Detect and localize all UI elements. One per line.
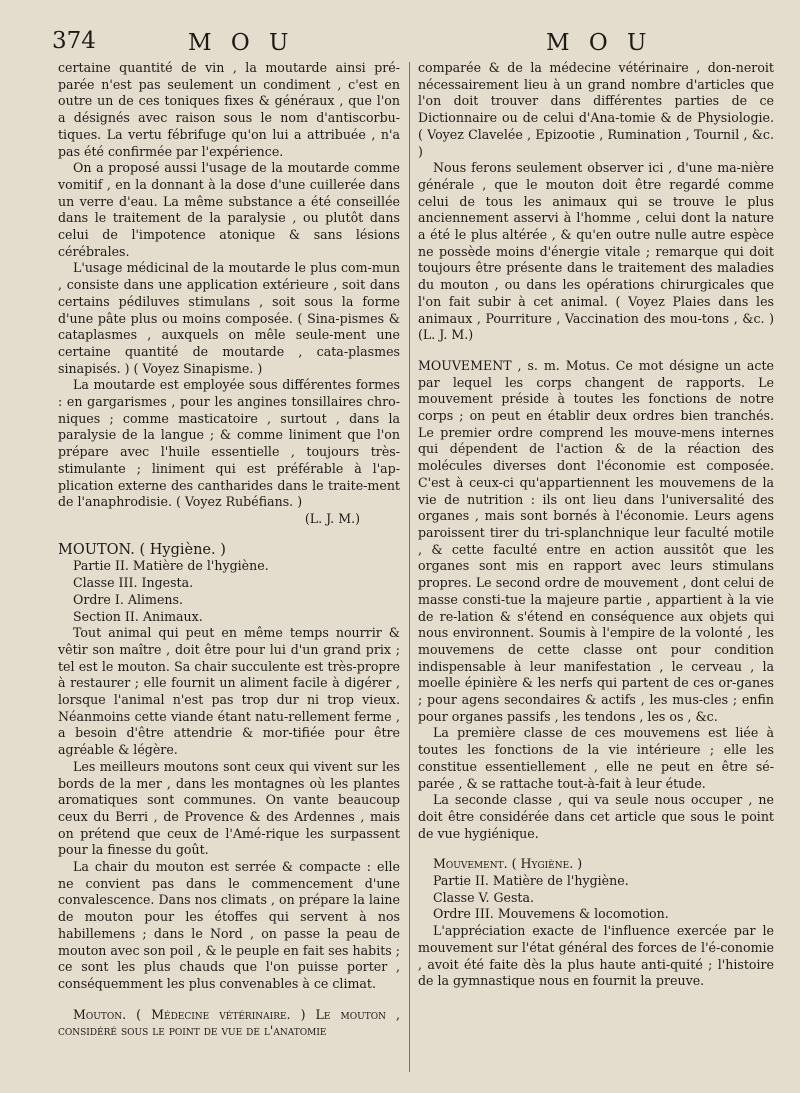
paragraph: On a proposé aussi l'usage de la moutarde comme vomitif , en la donnant à la dose d'une cuillerée dans un verre d'eau. La même substance a été conseillée dans le traitement de la paralysie , ou plutôt dans celui de l'impotence atonique & sans lésions cérébrales. <box>58 160 400 259</box>
paragraph: L'appréciation exacte de l'influence exercée par le mouvement sur l'état général des forces de l'é-conomie , avoit été faite dès la plus haute anti-quité ; l'histoire de la gymnastique nous en fournit la preuve. <box>418 923 774 989</box>
paragraph: La première classe de ces mouvemens est liée à toutes les fonctions de la vie intérieure ; elle les constitue essentiellement , elle ne peut en être sé-parée , & se rattache tout-à-fait à leur étude. <box>418 725 774 791</box>
paragraph: La moutarde est employée sous différentes formes : en gargarismes , pour les angines tonsillaires chro-niques ; comme masticatoire , surtout , dans la paralysie de la langue ; & comme liniment que l'on prépare avec l'huile essentielle , toujours très-stimulante ; liniment qui est préférable à l'ap-plication externe des cantharides dans le traite-ment de l'anaphrodisie. ( Voyez Rubéfians. ) <box>58 377 400 510</box>
paragraph: Tout animal qui peut en même temps nourrir & vêtir son maître , doit être pour lui d'un grand prix ; tel est le mouton. Sa chair succulente est très-propre à restaurer ; elle fournit un aliment facile à digérer , lorsque l'animal n'est pas trop dur ni trop vieux. Néanmoins cette viande étant natu-rellement ferme , a besoin d'être attendrie & mor-tifiée pour être agréable & légère. <box>58 625 400 758</box>
paragraph: Nous ferons seulement observer ici , d'une ma-nière générale , que le mouton doit être regardé comme celui de tous les animaux qui se trouve le plus anciennement asservi à l'homme , celui dont la nature a été le plus altérée , & qu'en outre nulle autre espèce ne possède moins d'énergie vitale ; remarque qui doit toujours être présente dans le traitement des maladies du mouton , ou dans les opérations chirurgicales que l'on fait subir à cet animal. ( Voyez Plaies dans les animaux , Pourriture , Vaccination des mou-tons , &c. ) (L. J. M.) <box>418 160 774 343</box>
paragraph: L'usage médicinal de la moutarde le plus com-mun , consiste dans une application extérieure , soit dans certains pédiluves stimulans , soit sous la forme d'une pâte plus ou moins composée. ( Sina-pismes & cataplasmes , auxquels on mêle seule-ment une certaine quantité de moutarde , cata-plasmes sinapisés. ) ( Voyez Sinapisme. ) <box>58 260 400 376</box>
left-column <box>58 60 400 1040</box>
page-number: 374 <box>52 28 96 54</box>
running-head-right: M O U <box>546 30 653 56</box>
classification-line: Classe III. Ingesta. <box>73 575 194 591</box>
right-column <box>418 60 774 990</box>
classification-line: Section II. Animaux. <box>73 608 203 624</box>
entry-heading-mouton-veterinaire: Mouton. ( Médecine vétérinaire. ) Le mouton , considéré sous le point de vue de l'anatomie <box>58 1006 400 1039</box>
paragraph: comparée & de la médecine vétérinaire , don-neroit nécessairement lieu à un grand nombre d'articles que l'on doit trouver dans différentes parties de ce Dictionnaire ou de celui d'Ana-tomie & de Physiologie. ( Voyez Clavelée , Epizootie , Rumination , Tournil , &c. ) <box>418 60 774 159</box>
entry-heading-mouvement-hygiene: Mouvement. ( Hygiène. ) <box>433 856 583 872</box>
column-rule <box>409 62 410 1072</box>
classification-line: Ordre III. Mouvemens & locomotion. <box>433 906 669 922</box>
classification-line: Classe V. Gesta. <box>433 889 535 905</box>
paragraph: certaine quantité de vin , la moutarde ainsi pré-parée n'est pas seulement un condiment , c'est en outre un de ces toniques fixes & généraux , que l'on a désignés avec raison sous le nom d'antiscorbu-tiques. La vertu fébrifuge qu'on lui a attribuée , n'a pas été confirmée par l'expérience. <box>58 60 400 159</box>
paragraph: Les meilleurs moutons sont ceux qui vivent sur les bords de la mer , dans les montagnes où les plantes aromatiques sont communes. On vante beaucoup ceux du Berri , de Provence & des Ardennes , mais on prétend que ceux de l'Amé-rique les surpassent pour la finesse du goût. <box>58 758 400 858</box>
author-initials: (L. J. M.) <box>304 510 360 526</box>
entry-heading-mouton: MOUTON. ( Hygiène. ) <box>58 541 226 558</box>
classification-line: Ordre I. Alimens. <box>73 591 183 607</box>
classification-line: Partie II. Matière de l'hygiène. <box>73 558 269 574</box>
running-head-left: M O U <box>188 30 295 56</box>
paragraph: La chair du mouton est serrée & compacte : elle ne convient pas dans le commencement d'une convalescence. Dans nos climats , on prépare la laine de mouton pour les étoffes qui servent à nos habillemens ; dans le Nord , on passe la peau de mouton avec son poil , & le peuple en fait ses habits ; ce sont les plus chauds que l'on puisse porter , conséquemment les plus convenables à ce climat. <box>58 859 400 991</box>
classification-line: Partie II. Matière de l'hygiène. <box>433 873 629 889</box>
entry-mouvement: MOUVEMENT , s. m. Motus. Ce mot désigne un acte par lequel les corps changent de rapports. Le mouvement préside à toutes les fonctions de notre corps ; on peut en établir deux ordres bien tranchés. Le premier ordre comprend les mouve-mens internes qui dépendent de l'action & de la réaction des molécules diverses dont l'économie est composée. C'est à ceux-ci qu'appartiennent les mouvemens de la vie de nutrition : ils ont lieu dans l'universalité des organes , mais sont bornés à l'économie. Leurs agens paroissent tirer du tri-splanchnique leur faculté motile , & cette faculté entre en action aussitôt que les organes sont mis en rapport avec leurs stimulans propres. Le second ordre de mouvement , dont celui de masse consti-tue la majeure partie , appartient à la vie de re-lation & s'étend en conséquence aux objets qui nous environnent. Soumis à l'empire de la volonté , les mouvemens de cette classe ont pour condition indispensable à leur manifestation , le cerveau , la moelle épinière & les nerfs qui partent de ces or-ganes ; pour agens secondaires & actifs , les mus-cles ; enfin pour organes passifs , les tendons , les os , &c. <box>418 357 774 724</box>
paragraph: La seconde classe , qui va seule nous occuper , ne doit être considérée dans cet article que sous le point de vue hygiénique. <box>418 792 774 841</box>
